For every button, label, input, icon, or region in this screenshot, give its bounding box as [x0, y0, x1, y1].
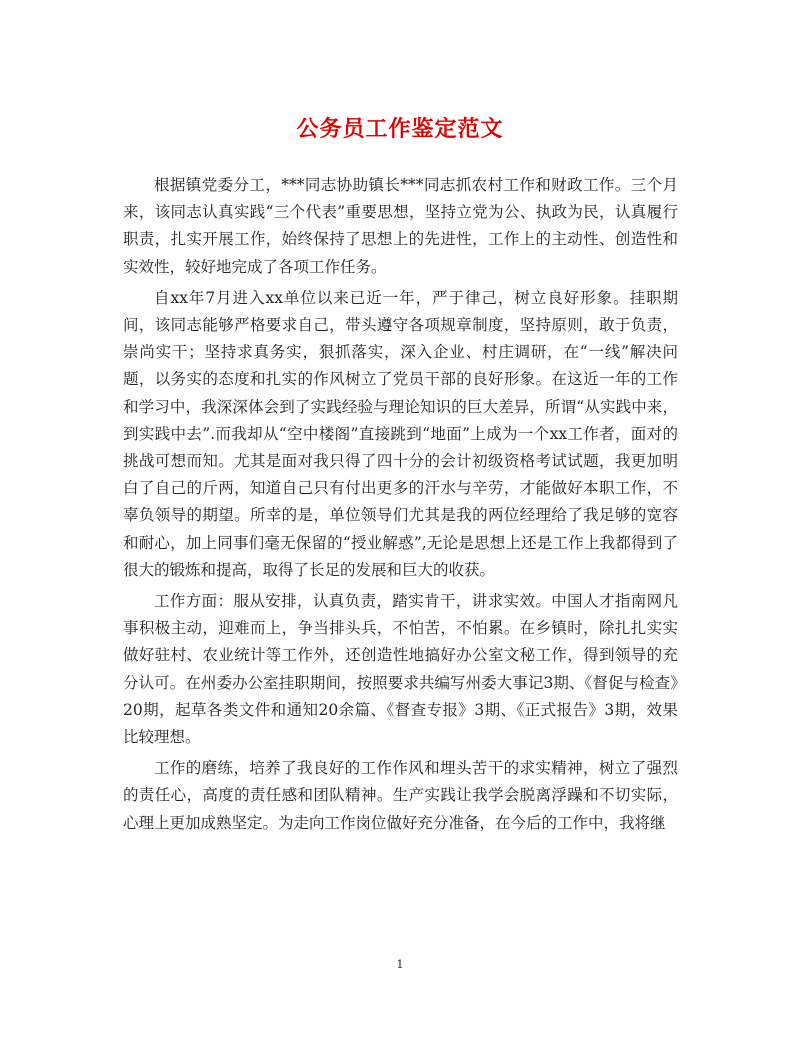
document-title: 公务员工作鉴定范文 — [296, 116, 504, 142]
document-body — [123, 172, 678, 841]
paragraph-4: 工作的磨练，培养了我良好的工作作风和埋头苦干的求实精神，树立了强烈的责任心，高度的责任感和团队精神。生产实践让我学会脱离浮躁和不切实际，心理上更加成熟坚定。为走向工作岗位做好充分准备，在今后的工作中，我将继 — [123, 759, 678, 832]
paragraph-3: 工作方面：服从安排，认真负责，踏实肯干，讲求实效。中国人才指南网凡事积极主动，迎难而上，争当排头兵，不怕苦，不怕累。在乡镇时，除扎扎实实做好驻村、农业统计等工作外，还创造性地搞好办公室文秘工作，得到领导的充分认可。在州委办公室挂职期间，按照要求共编写州委大事记3期、《督促与检查》20期，起草各类文件和通知20余篇、《督查专报》3期、《正式报告》3期，效果比较理想。 — [123, 592, 678, 747]
paragraph-1: 根据镇党委分工，***同志协助镇长***同志抓农村工作和财政工作。三个月来，该同志认真实践“三个代表”重要思想，坚持立党为公、执政为民，认真履行职责，扎实开展工作，始终保持了思想上的先进性，工作上的主动性、创造性和实效性，较好地完成了各项工作任务。 — [123, 176, 678, 276]
paragraph-2: 自xx年7月进入xx单位以来已近一年，严于律己，树立良好形象。挂职期间，该同志能够严格要求自己，带头遵守各项规章制度，坚持原则，敢于负责，崇尚实干；坚持求真务实，狠抓落实，深入企业、村庄调研，在“一线”解决问题，以务实的态度和扎实的作风树立了党员干部的良好形象。在这近一年的工作和学习中，我深深体会到了实践经验与理论知识的巨大差异，所谓“从实践中来，到实践中去”.而我却从“空中楼阁”直接跳到“地面”上成为一个xx工作者，面对的挑战可想而知。尤其是面对我只得了四十分的会计初级资格考试试题，我更加明白了自己的斤两，知道自己只有付出更多的汗水与辛劳，才能做好本职工作，不辜负领导的期望。所幸的是，单位领导们尤其是我的两位经理给了我足够的宽容和耐心，加上同事们毫无保留的“授业解惑”,无论是思想上还是工作上我都得到了很大的锻炼和提高，取得了长足的发展和巨大的收获。 — [123, 288, 678, 579]
page-number: 1 — [396, 958, 404, 971]
